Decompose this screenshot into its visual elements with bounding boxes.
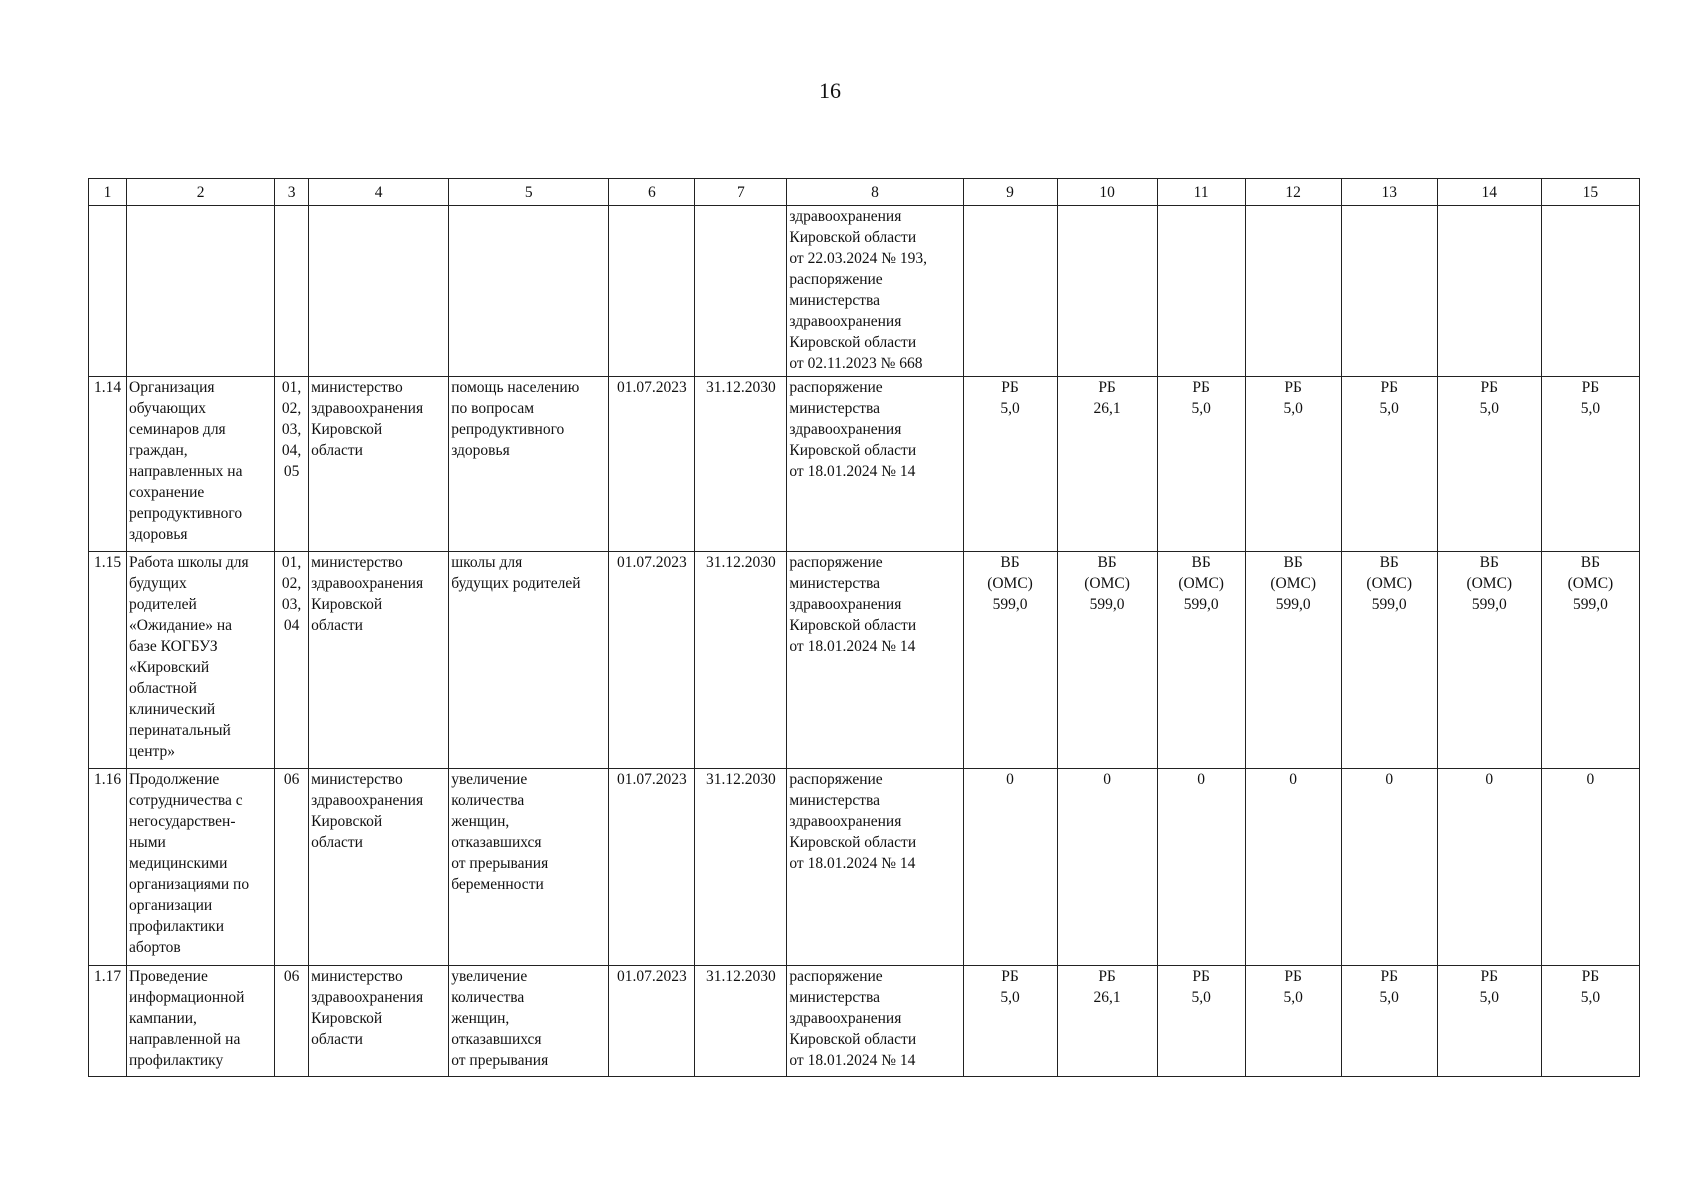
- finance-cell: [1157, 377, 1245, 552]
- finance-value: 5,0: [1283, 989, 1303, 1006]
- cell-line: 02,: [281, 400, 302, 417]
- cell-line: профилактику: [129, 1052, 224, 1069]
- cell-line: распоряжение: [789, 271, 883, 288]
- finance-value: (ОМС): [987, 575, 1033, 592]
- finance-cell: [1341, 769, 1437, 966]
- finance-value: 5,0: [1191, 989, 1211, 1006]
- finance-value: 0: [1485, 771, 1494, 788]
- table-cell: [1157, 206, 1245, 377]
- continuation-row: [89, 206, 1640, 377]
- cell-line: организации: [129, 897, 213, 914]
- page-number: 16: [819, 78, 841, 103]
- end-date-cell: 31.12.2030: [695, 769, 787, 966]
- result-cell: [449, 377, 609, 552]
- finance-value: РБ: [1098, 379, 1116, 396]
- row-number-cell: 1.15: [89, 552, 127, 769]
- column-header: 9: [963, 179, 1057, 206]
- cell-line: 01,: [281, 554, 302, 571]
- start-date-cell: 01.07.2023: [609, 966, 695, 1077]
- document-cell: [787, 206, 963, 377]
- cell-line: распоряжение: [789, 554, 883, 571]
- table-cell: [963, 206, 1057, 377]
- cell-line: обучающих: [129, 400, 207, 417]
- finance-value: 5,0: [1000, 989, 1020, 1006]
- end-date-cell: 31.12.2030: [695, 966, 787, 1077]
- finance-cell: [963, 769, 1057, 966]
- cell-line: от 22.03.2024 № 193,: [789, 250, 927, 267]
- column-header: 2: [127, 179, 275, 206]
- row-number-cell: 1.17: [89, 966, 127, 1077]
- cell-line: здравоохранения: [789, 208, 902, 225]
- finance-cell: [1341, 966, 1437, 1077]
- finance-value: 5,0: [1191, 400, 1211, 417]
- cell-line: репродуктивного: [451, 421, 565, 438]
- cell-line: негосударствен-: [129, 813, 236, 830]
- cell-line: будущих родителей: [451, 575, 581, 592]
- cell-line: от 18.01.2024 № 14: [789, 1052, 916, 1069]
- table-cell: [1541, 206, 1639, 377]
- finance-cell: [963, 552, 1057, 769]
- cell-line: абортов: [129, 939, 181, 956]
- finance-value: (ОМС): [1084, 575, 1130, 592]
- column-header: 3: [275, 179, 309, 206]
- cell-line: информационной: [129, 989, 245, 1006]
- table-row: [89, 552, 1640, 769]
- finance-value: 5,0: [1479, 989, 1499, 1006]
- finance-value: ВБ: [1379, 554, 1399, 571]
- finance-value: 599,0: [1275, 596, 1311, 613]
- cell-line: семинаров для: [129, 421, 226, 438]
- cell-line: от прерывания: [451, 855, 549, 872]
- column-header: 14: [1437, 179, 1541, 206]
- cell-line: Кировской области: [789, 834, 917, 851]
- column-header: 8: [787, 179, 963, 206]
- cell-line: области: [311, 442, 363, 459]
- table-cell: [89, 206, 127, 377]
- finance-value: 599,0: [1183, 596, 1219, 613]
- finance-cell: [1245, 552, 1341, 769]
- cell-line: распоряжение: [789, 968, 883, 985]
- finance-value: ВБ: [1191, 554, 1211, 571]
- cell-line: клинический: [129, 701, 216, 718]
- column-header: 5: [449, 179, 609, 206]
- column-header: 10: [1057, 179, 1157, 206]
- cell-line: министерства: [789, 989, 881, 1006]
- finance-cell: [1341, 377, 1437, 552]
- finance-value: ВБ: [1097, 554, 1117, 571]
- cell-line: министерства: [789, 575, 881, 592]
- column-header: 15: [1541, 179, 1639, 206]
- cell-line: базе КОГБУЗ: [129, 638, 218, 655]
- table-cell: [309, 206, 449, 377]
- executor-cell: [309, 966, 449, 1077]
- finance-value: ВБ: [1283, 554, 1303, 571]
- measure-name-cell: [127, 377, 275, 552]
- finance-value: 0: [1006, 771, 1014, 788]
- column-header: 13: [1341, 179, 1437, 206]
- cell-line: Работа школы для: [129, 554, 249, 571]
- cell-line: Кировской области: [789, 334, 917, 351]
- finance-cell: [1245, 966, 1341, 1077]
- cell-line: Кировской области: [789, 617, 917, 634]
- finance-cell: [1341, 552, 1437, 769]
- finance-value: 5,0: [1479, 400, 1499, 417]
- finance-value: (ОМС): [1178, 575, 1224, 592]
- cell-line: центр»: [129, 743, 175, 760]
- measure-name-cell: [127, 552, 275, 769]
- column-header: 11: [1157, 179, 1245, 206]
- cell-line: здравоохранения: [311, 989, 424, 1006]
- cell-line: школы для: [451, 554, 523, 571]
- finance-value: 26,1: [1093, 989, 1121, 1006]
- cell-line: Кировской: [311, 421, 383, 438]
- cell-line: распоряжение: [789, 771, 883, 788]
- finance-cell: [963, 377, 1057, 552]
- cell-line: профилактики: [129, 918, 224, 935]
- cell-line: 01,: [281, 379, 302, 396]
- finance-value: (ОМС): [1366, 575, 1413, 592]
- end-date-cell: 31.12.2030: [695, 377, 787, 552]
- cell-line: женщин,: [451, 1010, 510, 1027]
- finance-cell: [1437, 377, 1541, 552]
- cell-line: министерства: [789, 792, 881, 809]
- executor-cell: [309, 769, 449, 966]
- cell-line: от 02.11.2023 № 668: [789, 355, 923, 372]
- cell-line: направленных на: [129, 463, 243, 480]
- finance-value: ВБ: [1000, 554, 1020, 571]
- cell-line: сотрудничества с: [129, 792, 243, 809]
- cell-line: граждан,: [129, 442, 188, 459]
- cell-line: отказавшихся: [451, 834, 542, 851]
- cell-line: областной: [129, 680, 197, 697]
- finance-value: 5,0: [1000, 400, 1020, 417]
- finance-value: РБ: [1581, 968, 1600, 985]
- finance-cell: [1245, 769, 1341, 966]
- finance-cell: [1541, 377, 1639, 552]
- finance-value: РБ: [1284, 379, 1302, 396]
- document-cell: [787, 552, 963, 769]
- cell-line: области: [311, 617, 363, 634]
- finance-cell: [1057, 966, 1157, 1077]
- row-number-cell: 1.16: [89, 769, 127, 966]
- finance-cell: [1437, 966, 1541, 1077]
- finance-cell: [1541, 966, 1639, 1077]
- cell-line: от 18.01.2024 № 14: [789, 463, 916, 480]
- cell-line: «Кировский: [129, 659, 210, 676]
- cell-line: Кировской области: [789, 229, 917, 246]
- finance-cell: [963, 966, 1057, 1077]
- cell-line: от прерывания: [451, 1052, 549, 1069]
- cell-line: по вопросам: [451, 400, 535, 417]
- cell-line: помощь населению: [451, 379, 580, 396]
- cell-line: от 18.01.2024 № 14: [789, 855, 916, 872]
- finance-value: 5,0: [1580, 989, 1601, 1006]
- finance-cell: [1157, 966, 1245, 1077]
- cell-line: здравоохранения: [789, 1010, 902, 1027]
- finance-value: 599,0: [1089, 596, 1125, 613]
- cell-line: здравоохранения: [789, 813, 902, 830]
- cell-line: 06: [283, 968, 300, 985]
- cell-line: министерство: [311, 968, 403, 985]
- cell-line: здоровья: [129, 526, 188, 543]
- cell-line: здравоохранения: [311, 400, 424, 417]
- cell-line: от 18.01.2024 № 14: [789, 638, 916, 655]
- finance-value: 0: [1103, 771, 1111, 788]
- measure-name-cell: [127, 966, 275, 1077]
- table-cell: [609, 206, 695, 377]
- cell-line: Кировской: [311, 596, 383, 613]
- cell-line: Организация: [129, 379, 215, 396]
- table-cell: [127, 206, 275, 377]
- cell-line: 04,: [281, 442, 302, 459]
- cell-line: отказавшихся: [451, 1031, 542, 1048]
- cell-line: направленной на: [129, 1031, 241, 1048]
- finance-value: 5,0: [1283, 400, 1303, 417]
- start-date-cell: 01.07.2023: [609, 552, 695, 769]
- table-row: [89, 377, 1640, 552]
- cell-line: женщин,: [451, 813, 510, 830]
- finance-cell: [1057, 552, 1157, 769]
- finance-value: РБ: [1098, 968, 1116, 985]
- cell-line: министерства: [789, 292, 881, 309]
- finance-value: 599,0: [992, 596, 1028, 613]
- finance-value: 0: [1586, 771, 1595, 788]
- finance-value: РБ: [1001, 379, 1019, 396]
- cell-line: медицинскими: [129, 855, 228, 872]
- finance-cell: [1437, 769, 1541, 966]
- cell-line: 05: [283, 463, 300, 480]
- column-header: 6: [609, 179, 695, 206]
- result-cell: [449, 966, 609, 1077]
- finance-value: 5,0: [1379, 989, 1399, 1006]
- cell-line: министерство: [311, 771, 403, 788]
- cell-line: организациями по: [129, 876, 250, 893]
- column-header: 12: [1245, 179, 1341, 206]
- measures-table: [88, 178, 1640, 1077]
- cell-line: министерство: [311, 379, 403, 396]
- finance-cell: [1057, 769, 1157, 966]
- table-cell: [1057, 206, 1157, 377]
- cell-line: области: [311, 1031, 363, 1048]
- cell-line: 03,: [281, 596, 302, 613]
- cell-line: здравоохранения: [789, 421, 902, 438]
- finance-value: 599,0: [1572, 596, 1608, 613]
- document-cell: [787, 377, 963, 552]
- cell-line: Кировской: [311, 1010, 383, 1027]
- finance-value: 26,1: [1093, 400, 1121, 417]
- cell-line: количества: [451, 989, 525, 1006]
- finance-value: (ОМС): [1270, 575, 1316, 592]
- cell-line: здравоохранения: [311, 792, 424, 809]
- row-number-cell: 1.14: [89, 377, 127, 552]
- cell-line: репродуктивного: [129, 505, 243, 522]
- finance-value: РБ: [1480, 379, 1499, 396]
- result-cell: [449, 769, 609, 966]
- cell-line: перинатальный: [129, 722, 231, 739]
- task-code-cell: [275, 966, 309, 1077]
- cell-line: 02,: [281, 575, 302, 592]
- finance-value: РБ: [1380, 379, 1398, 396]
- measure-name-cell: [127, 769, 275, 966]
- task-code-cell: [275, 769, 309, 966]
- cell-line: увеличение: [451, 771, 528, 788]
- cell-line: «Ожидание» на: [129, 617, 232, 634]
- cell-line: сохранение: [129, 484, 205, 501]
- start-date-cell: 01.07.2023: [609, 377, 695, 552]
- finance-value: (ОМС): [1567, 575, 1614, 592]
- result-cell: [449, 552, 609, 769]
- table-cell: [1341, 206, 1437, 377]
- table-cell: [1437, 206, 1541, 377]
- cell-line: распоряжение: [789, 379, 883, 396]
- finance-value: РБ: [1192, 379, 1210, 396]
- column-header: 1: [89, 179, 127, 206]
- table-cell: [449, 206, 609, 377]
- finance-value: РБ: [1581, 379, 1600, 396]
- finance-value: 0: [1197, 771, 1205, 788]
- end-date-cell: 31.12.2030: [695, 552, 787, 769]
- task-code-cell: [275, 552, 309, 769]
- finance-cell: [1157, 769, 1245, 966]
- column-header: 7: [695, 179, 787, 206]
- finance-value: (ОМС): [1466, 575, 1513, 592]
- task-code-cell: [275, 377, 309, 552]
- finance-cell: [1057, 377, 1157, 552]
- cell-line: Проведение: [129, 968, 208, 985]
- cell-line: здоровья: [451, 442, 510, 459]
- executor-cell: [309, 377, 449, 552]
- table-cell: [1245, 206, 1341, 377]
- finance-value: ВБ: [1479, 554, 1499, 571]
- finance-value: РБ: [1380, 968, 1398, 985]
- finance-cell: [1245, 377, 1341, 552]
- table-row: [89, 769, 1640, 966]
- cell-line: министерства: [789, 400, 881, 417]
- finance-value: 599,0: [1371, 596, 1407, 613]
- finance-value: 0: [1385, 771, 1394, 788]
- cell-line: Кировской области: [789, 1031, 917, 1048]
- cell-line: министерство: [311, 554, 403, 571]
- start-date-cell: 01.07.2023: [609, 769, 695, 966]
- finance-cell: [1541, 769, 1639, 966]
- cell-line: количества: [451, 792, 525, 809]
- table-cell: [275, 206, 309, 377]
- cell-line: 06: [283, 771, 300, 788]
- cell-line: здравоохранения: [789, 313, 902, 330]
- cell-line: родителей: [129, 596, 197, 613]
- cell-line: здравоохранения: [789, 596, 902, 613]
- column-header: 4: [309, 179, 449, 206]
- cell-line: 03,: [281, 421, 302, 438]
- finance-cell: [1541, 552, 1639, 769]
- table-cell: [695, 206, 787, 377]
- cell-line: беременности: [451, 876, 544, 893]
- cell-line: Продолжение: [129, 771, 220, 788]
- executor-cell: [309, 552, 449, 769]
- finance-value: 5,0: [1580, 400, 1601, 417]
- finance-value: РБ: [1480, 968, 1499, 985]
- header-row: [89, 179, 1640, 206]
- finance-value: 0: [1289, 771, 1298, 788]
- cell-line: области: [311, 834, 363, 851]
- finance-value: РБ: [1192, 968, 1210, 985]
- finance-value: 599,0: [1471, 596, 1507, 613]
- cell-line: Кировской: [311, 813, 383, 830]
- finance-value: РБ: [1284, 968, 1302, 985]
- cell-line: кампании,: [129, 1010, 197, 1027]
- finance-cell: [1157, 552, 1245, 769]
- cell-line: увеличение: [451, 968, 528, 985]
- cell-line: будущих: [129, 575, 187, 592]
- cell-line: 04: [283, 617, 300, 634]
- document-cell: [787, 966, 963, 1077]
- finance-cell: [1437, 552, 1541, 769]
- document-cell: [787, 769, 963, 966]
- cell-line: здравоохранения: [311, 575, 424, 592]
- finance-value: ВБ: [1580, 554, 1601, 571]
- finance-value: РБ: [1001, 968, 1019, 985]
- finance-value: 5,0: [1379, 400, 1399, 417]
- cell-line: ными: [129, 834, 166, 851]
- cell-line: Кировской области: [789, 442, 917, 459]
- table-row: [89, 966, 1640, 1077]
